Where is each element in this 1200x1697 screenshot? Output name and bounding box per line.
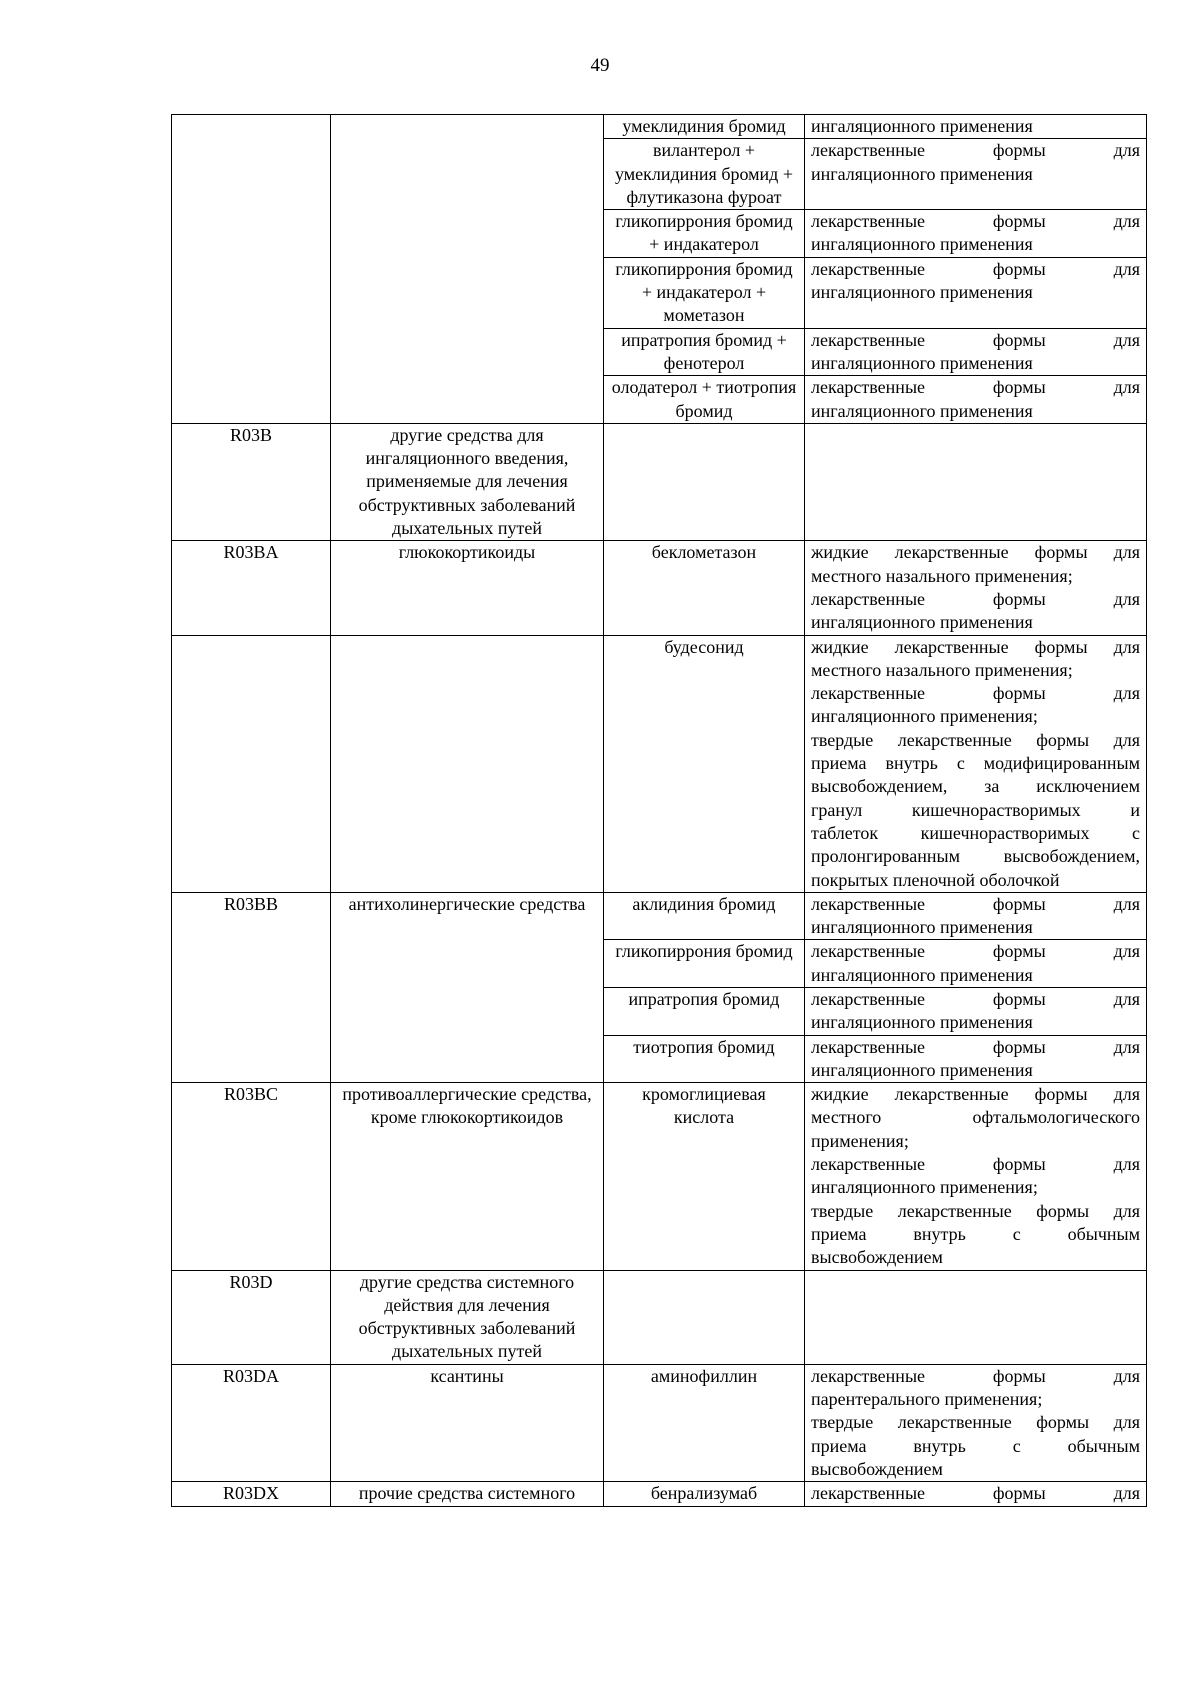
dosage-form-line: лекарственные формы для <box>811 140 1140 161</box>
drug-name-cell: ипратропия бромид <box>604 987 805 1035</box>
dosage-form-line: ингаляционного применения <box>811 352 1033 373</box>
dosage-form-line: высвобождением <box>811 1458 943 1479</box>
dosage-form-line: лекарственные формы для <box>811 683 1140 704</box>
drug-name-cell: олодатерол + тиотропия бромид <box>604 376 805 424</box>
dosage-form-line: ингаляционного применения; <box>811 1177 1038 1198</box>
atc-group-name-cell <box>331 139 604 210</box>
dosage-form-line: ингаляционного применения <box>811 1059 1033 1080</box>
dosage-form-cell <box>805 541 1147 635</box>
table-row <box>172 1270 1147 1364</box>
atc-code-cell <box>172 257 331 328</box>
dosage-form-cell <box>805 635 1147 892</box>
atc-code-cell: R03DA <box>172 1364 331 1481</box>
dosage-form-cell <box>805 1364 1147 1481</box>
dosage-form-line: лекарственные формы для <box>811 988 1140 1009</box>
dosage-form-line: местного назального применения; <box>811 659 1073 680</box>
atc-group-name-cell: другие средства системного действия для лечения обструктивных заболеваний дыхательных путей <box>331 1270 604 1364</box>
atc-code-cell <box>172 210 331 258</box>
dosage-form-line: твердые лекарственные формы для <box>811 729 1140 750</box>
table-row <box>172 328 1147 376</box>
drug-name-cell: гликопиррония бромид <box>604 940 805 988</box>
table-row <box>172 541 1147 635</box>
dosage-form-cell <box>805 987 1147 1035</box>
atc-code-cell <box>172 1035 331 1083</box>
dosage-form-line: высвобождением, за исключением <box>811 776 1140 797</box>
dosage-form-line: ингаляционного применения; <box>811 706 1038 727</box>
dosage-form-cell <box>805 115 1147 139</box>
atc-code-cell: R03BA <box>172 541 331 635</box>
drug-name-cell: гликопиррония бромид + индакатерол + мометазон <box>604 257 805 328</box>
atc-group-name-cell <box>331 210 604 258</box>
table-row <box>172 940 1147 988</box>
dosage-form-line: таблеток кишечнорастворимых с <box>811 822 1140 843</box>
dosage-form-line: лекарственные формы для <box>811 1483 1140 1504</box>
page-number: 49 <box>590 55 610 76</box>
table-row <box>172 257 1147 328</box>
drug-name-cell: ипратропия бромид + фенотерол <box>604 328 805 376</box>
dosage-form-line: лекарственные формы для <box>811 258 1140 279</box>
dosage-form-cell <box>805 1482 1147 1506</box>
atc-group-name-cell: другие средства для ингаляционного введения, применяемые для лечения обструктивных заболеваний дыхательных путей <box>331 423 604 540</box>
atc-code-cell: R03DX <box>172 1482 331 1506</box>
dosage-form-cell <box>805 892 1147 940</box>
drug-name-cell <box>604 1270 805 1364</box>
dosage-form-cell <box>805 940 1147 988</box>
drug-name-cell: вилантерол + умеклидиния бромид + флутиказона фуроат <box>604 139 805 210</box>
dosage-form-line: приема внутрь с обычным <box>811 1223 1140 1244</box>
atc-code-cell <box>172 328 331 376</box>
dosage-form-line: лекарственные формы для <box>811 211 1140 232</box>
table-row <box>172 210 1147 258</box>
dosage-form-line: местного офтальмологического <box>811 1107 1140 1128</box>
atc-group-name-cell: глюкокортикоиды <box>331 541 604 635</box>
atc-code-cell: R03D <box>172 1270 331 1364</box>
dosage-form-line: приема внутрь с модифицированным <box>811 753 1140 774</box>
dosage-form-cell <box>805 210 1147 258</box>
atc-code-cell <box>172 635 331 892</box>
dosage-form-line: ингаляционного применения <box>811 234 1033 255</box>
atc-code-cell <box>172 940 331 988</box>
dosage-form-cell <box>805 328 1147 376</box>
atc-group-name-cell: противоаллергические средства, кроме глюкокортикоидов <box>331 1083 604 1270</box>
table-row <box>172 1482 1147 1506</box>
dosage-form-line: пролонгированным высвобождением, <box>811 846 1140 867</box>
drug-name-cell: беклометазон <box>604 541 805 635</box>
dosage-form-line: местного назального применения; <box>811 565 1073 586</box>
dosage-form-cell <box>805 423 1147 540</box>
table-row <box>172 892 1147 940</box>
dosage-form-line: жидкие лекарственные формы для <box>811 1084 1140 1105</box>
drug-classification-table <box>171 114 1147 1507</box>
drug-name-cell: аклидиния бромид <box>604 892 805 940</box>
dosage-form-line: лекарственные формы для <box>811 1154 1140 1175</box>
atc-code-cell: R03BB <box>172 892 331 940</box>
table-row <box>172 987 1147 1035</box>
dosage-form-line: жидкие лекарственные формы для <box>811 542 1140 563</box>
drug-name-cell: гликопиррония бромид + индакатерол <box>604 210 805 258</box>
table-row <box>172 1083 1147 1270</box>
atc-group-name-cell <box>331 376 604 424</box>
dosage-form-line: ингаляционного применения <box>811 282 1033 303</box>
atc-code-cell: R03BC <box>172 1083 331 1270</box>
dosage-form-line: ингаляционного применения <box>811 917 1033 938</box>
table-row <box>172 635 1147 892</box>
dosage-form-line: ингаляционного применения <box>811 964 1033 985</box>
atc-group-name-cell: прочие средства системного <box>331 1482 604 1506</box>
drug-name-cell: будесонид <box>604 635 805 892</box>
dosage-form-cell <box>805 1035 1147 1083</box>
drug-name-cell: умеклидиния бромид <box>604 115 805 139</box>
dosage-form-line: приема внутрь с обычным <box>811 1435 1140 1456</box>
atc-group-name-cell: антихолинергические средства <box>331 892 604 940</box>
dosage-form-cell <box>805 376 1147 424</box>
table-row <box>172 423 1147 540</box>
dosage-form-line: покрытых пленочной оболочкой <box>811 869 1060 890</box>
dosage-form-line: ингаляционного применения <box>811 1012 1033 1033</box>
dosage-form-line: лекарственные формы для <box>811 1036 1140 1057</box>
atc-code-cell: R03B <box>172 423 331 540</box>
atc-group-name-cell <box>331 1035 604 1083</box>
dosage-form-line: лекарственные формы для <box>811 329 1140 350</box>
dosage-form-line: твердые лекарственные формы для <box>811 1412 1140 1433</box>
dosage-form-cell <box>805 257 1147 328</box>
atc-group-name-cell <box>331 328 604 376</box>
dosage-form-line: ингаляционного применения <box>811 116 1033 136</box>
dosage-form-line: твердые лекарственные формы для <box>811 1200 1140 1221</box>
atc-group-name-cell <box>331 987 604 1035</box>
dosage-form-line: ингаляционного применения <box>811 163 1033 184</box>
dosage-form-line: лекарственные формы для <box>811 941 1140 962</box>
drug-name-cell: бенрализумаб <box>604 1482 805 1506</box>
dosage-form-line: гранул кишечнорастворимых и <box>811 799 1140 820</box>
atc-group-name-cell: ксантины <box>331 1364 604 1481</box>
atc-group-name-cell <box>331 635 604 892</box>
dosage-form-cell <box>805 139 1147 210</box>
dosage-form-line: лекарственные формы для <box>811 588 1140 609</box>
atc-code-cell <box>172 987 331 1035</box>
dosage-form-line: высвобождением <box>811 1247 943 1268</box>
table-row <box>172 376 1147 424</box>
drug-name-cell: тиотропия бромид <box>604 1035 805 1083</box>
table-row <box>172 115 1147 139</box>
table-row <box>172 139 1147 210</box>
dosage-form-cell <box>805 1270 1147 1364</box>
atc-group-name-cell <box>331 940 604 988</box>
table-row <box>172 1035 1147 1083</box>
dosage-form-line: ингаляционного применения <box>811 400 1033 421</box>
dosage-form-line: лекарственные формы для <box>811 1365 1140 1386</box>
dosage-form-line: применения; <box>811 1130 909 1151</box>
dosage-form-line: жидкие лекарственные формы для <box>811 636 1140 657</box>
drug-name-cell: кромоглициевая кислота <box>604 1083 805 1270</box>
drug-name-cell <box>604 423 805 540</box>
table-row <box>172 1364 1147 1481</box>
drug-name-cell: аминофиллин <box>604 1364 805 1481</box>
dosage-form-line: парентерального применения; <box>811 1389 1043 1410</box>
dosage-form-line: лекарственные формы для <box>811 377 1140 398</box>
dosage-form-line: ингаляционного применения <box>811 612 1033 633</box>
atc-group-name-cell <box>331 257 604 328</box>
atc-code-cell <box>172 376 331 424</box>
dosage-form-cell <box>805 1083 1147 1270</box>
atc-code-cell <box>172 115 331 139</box>
atc-code-cell <box>172 139 331 210</box>
atc-group-name-cell <box>331 115 604 139</box>
dosage-form-line: лекарственные формы для <box>811 893 1140 914</box>
